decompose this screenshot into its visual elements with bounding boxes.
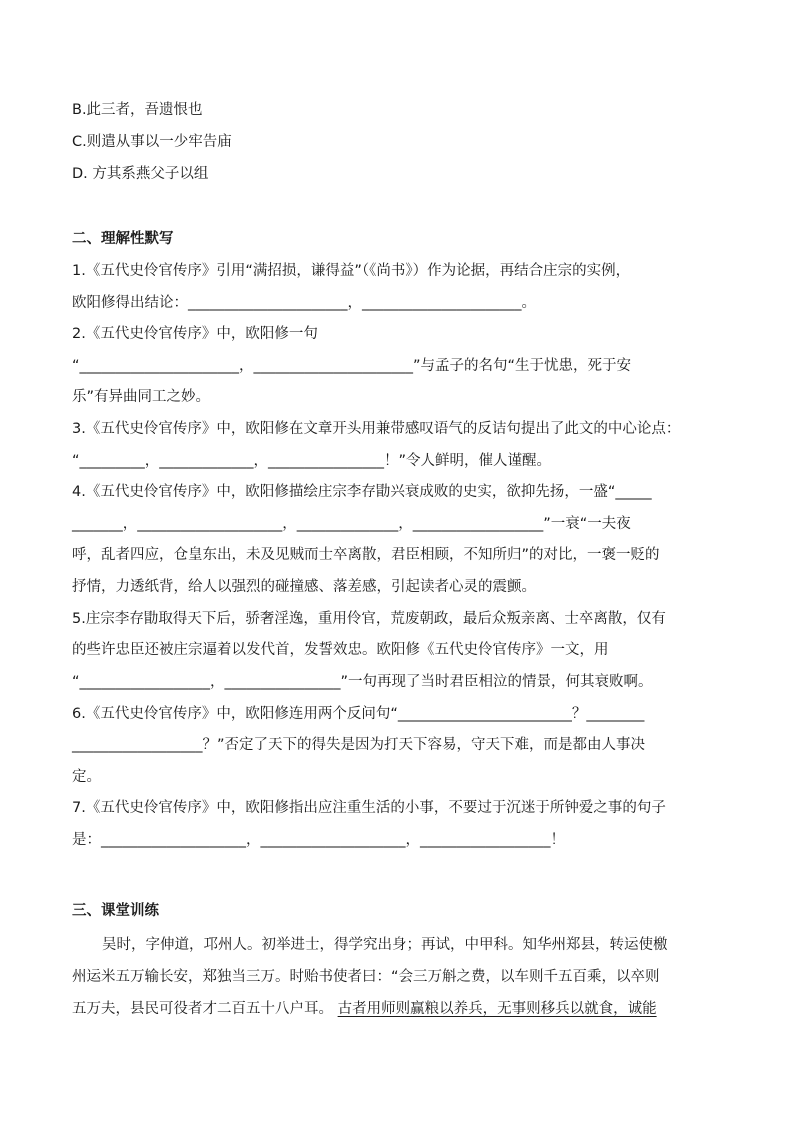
question-5-line-2: 的些许忠臣还被庄宗逼着以发代首，发誓效忠。欧阳修《五代史伶官传序》一文，用 bbox=[72, 642, 609, 658]
question-6-line-1: 6.《五代史伶官传序》中，欧阳修连用两个反问句“________________________？________ bbox=[72, 706, 645, 722]
option-d: D. 方其系燕父子以组 bbox=[72, 166, 209, 182]
option-c: C.则遣从事以一少牢告庙 bbox=[72, 134, 232, 150]
question-4-line-1: 4.《五代史伶官传序》中，欧阳修描绘庄宗李存勖兴衰成败的史实，欲抑先扬，一盛“_____ bbox=[72, 484, 652, 500]
question-2-line-2: “______________________，______________________”与孟子的名句“生于忧患，死于安 bbox=[72, 358, 632, 374]
question-3-line-2: “_________，_____________，________________！”令人鲜明，催人谨醒。 bbox=[72, 453, 552, 469]
question-4-line-3: 呼，乱者四应，仓皇东出，未及见贼而士卒离散，君臣相顾，不知所归”的对比，一褒一贬的 bbox=[72, 547, 660, 563]
question-4-line-4: 抒情，力透纸背，给人以强烈的碰撞感、落差感，引起读者心灵的震颤。 bbox=[72, 579, 536, 595]
question-7-line-1: 7.《五代史伶官传序》中，欧阳修指出应注重生活的小事，不要过于沉迷于所钟爱之事的句子 bbox=[72, 800, 666, 816]
question-1-line-2: 欧阳修得出结论：______________________，______________________。 bbox=[72, 295, 536, 311]
passage-line-3 bbox=[72, 998, 657, 1020]
question-5-line-3: “__________________，________________”一句再现了当时君臣相泣的情景，何其衰败啊。 bbox=[72, 674, 653, 690]
section-title-classroom-training: 三、课堂训练 bbox=[72, 903, 159, 919]
passage-line-3-text: 五万夫，县民可役者才二百五十八户耳。 bbox=[72, 1001, 333, 1017]
question-6-line-2: __________________？”否定了天下的得失是因为打天下容易，守天下难，而是都由人事决 bbox=[72, 737, 646, 753]
passage-underlined-sentence: 古者用师则赢粮以养兵，无事则移兵以就食，诚能 bbox=[337, 1001, 657, 1017]
option-b: B.此三者，吾遗恨也 bbox=[72, 102, 203, 118]
question-6-line-3: 定。 bbox=[72, 769, 101, 785]
question-4-line-2: _______，____________________，______________，__________________”一衰“一夫夜 bbox=[72, 516, 631, 532]
question-7-line-2: 是：____________________，____________________，__________________！ bbox=[72, 832, 565, 848]
section-title-comprehension-recitation: 二、理解性默写 bbox=[72, 231, 174, 247]
question-2-line-1: 2.《五代史伶官传序》中，欧阳修一句 bbox=[72, 326, 318, 342]
passage-line-1: 吴时，字伸道，邛州人。初举进士，得学究出身；再试，中甲科。知华州郑县，转运使檄 bbox=[102, 937, 668, 953]
passage-line-2: 州运米五万输长安，郑独当三万。时贻书使者曰：“会三万斛之费，以车则千五百乘，以卒则 bbox=[72, 969, 660, 985]
question-2-line-3: 乐”有异曲同工之妙。 bbox=[72, 389, 211, 405]
question-1-line-1: 1.《五代史伶官传序》引用“满招损，谦得益”（《尚书》）作为论据，再结合庄宗的实例， bbox=[72, 263, 631, 279]
question-5-line-1: 5.庄宗李存勖取得天下后，骄奢淫逸，重用伶官，荒废朝政，最后众叛亲离、士卒离散，仅有 bbox=[72, 611, 666, 627]
question-3-line-1: 3.《五代史伶官传序》中，欧阳修在文章开头用兼带感叹语气的反诘句提出了此文的中心论点： bbox=[72, 421, 681, 437]
